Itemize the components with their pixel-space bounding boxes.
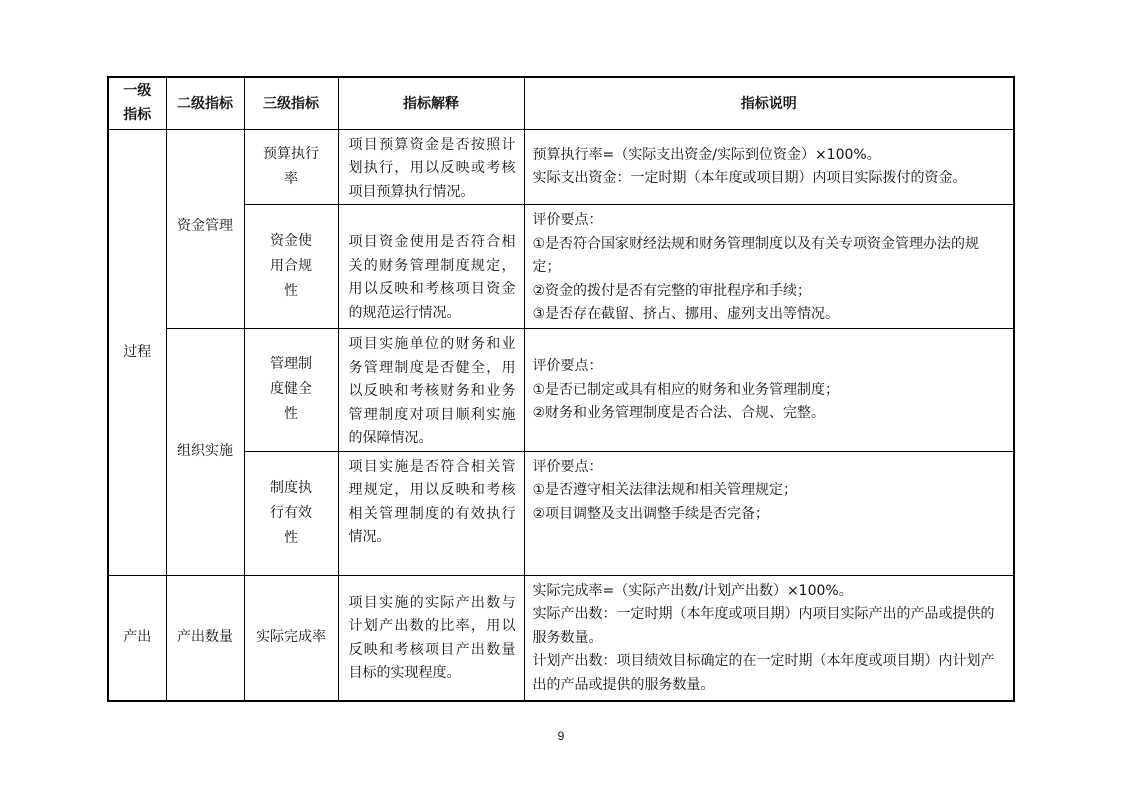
header-level2: 二级指标 — [166, 77, 244, 129]
note-line: ①是否符合国家财经法规和财务管理制度以及有关专项资金管理办法的规定； — [532, 235, 980, 275]
table-row — [108, 329, 1014, 452]
note-line: ①是否已制定或具有相应的财务和业务管理制度； — [532, 381, 840, 398]
level3-cell: 预算执行率 — [244, 129, 338, 205]
level2-output-quantity: 产出数量 — [166, 575, 244, 701]
note-line: 评价要点： — [532, 212, 603, 228]
note-line: ①是否遵守相关法律法规和相关管理规定； — [532, 482, 798, 498]
note-line: 计划产出数：项目绩效目标确定的在一定时期（本年度或项目期）内计划产出的产品或提供的服务数量。 — [532, 653, 995, 693]
table-row — [108, 451, 1014, 575]
table-row — [108, 205, 1014, 329]
page-number: 9 — [557, 729, 565, 743]
note-line: 实际完成率=（实际产出数/计划产出数）×100%。 — [532, 582, 853, 599]
notes-cell — [524, 575, 1014, 701]
note-line: 实际产出数：一定时期（本年度或项目期）内项目实际产出的产品或提供的服务数量。 — [532, 606, 995, 646]
note-line: ②资金的拨付是否有完整的审批程序和手续； — [532, 282, 812, 299]
indicator-table — [107, 76, 1015, 702]
explain-cell: 项目预算资金是否按照计划执行，用以反映或考核项目预算执行情况。 — [338, 129, 524, 205]
notes-cell — [524, 129, 1014, 205]
level3-cell: 实际完成率 — [244, 575, 338, 701]
table-row — [108, 575, 1014, 701]
note-line: ②项目调整及支出调整手续是否完备； — [532, 505, 770, 522]
level2-organization: 组织实施 — [166, 329, 244, 576]
level1-output: 产出 — [108, 575, 166, 701]
table-row — [108, 129, 1014, 205]
explain-cell: 项目实施是否符合相关管理规定，用以反映和考核相关管理制度的有效执行情况。 — [338, 451, 524, 575]
note-line: 评价要点： — [532, 458, 603, 475]
explain-cell: 项目实施的实际产出数与计划产出数的比率，用以反映和考核项目产出数量目标的实现程度。 — [338, 575, 524, 701]
header-description: 指标说明 — [524, 77, 1014, 129]
level2-fund-management: 资金管理 — [166, 129, 244, 329]
explain-cell: 项目实施单位的财务和业务管理制度是否健全，用以反映和考核财务和业务管理制度对项目顺利实施的保障情况。 — [338, 329, 524, 452]
notes-cell — [524, 451, 1014, 575]
notes-cell — [524, 205, 1014, 329]
note-line: 实际支出资金：一定时期（本年度或项目期）内项目实际拨付的资金。 — [532, 170, 967, 186]
note-line: ②财务和业务管理制度是否合法、合规、完整。 — [532, 405, 826, 421]
header-level3: 三级指标 — [244, 77, 338, 129]
note-line: 评价要点： — [532, 358, 603, 374]
note-line: ③是否存在截留、挤占、挪用、虚列支出等情况。 — [532, 306, 840, 322]
table-header-row — [108, 77, 1014, 129]
notes-cell — [524, 329, 1014, 452]
header-explanation: 指标解释 — [338, 77, 524, 129]
explain-cell: 项目资金使用是否符合相关的财务管理制度规定，用以反映和考核项目资金的规范运行情况。 — [338, 205, 524, 329]
level3-cell: 管理制度健全性 — [244, 329, 338, 452]
level3-cell: 资金使用合规性 — [244, 205, 338, 329]
note-line: 预算执行率=（实际支出资金/实际到位资金）×100%。 — [532, 146, 881, 163]
header-level1: 一级指标 — [108, 77, 166, 129]
level3-cell: 制度执行有效性 — [244, 451, 338, 575]
level1-process: 过程 — [108, 129, 166, 575]
